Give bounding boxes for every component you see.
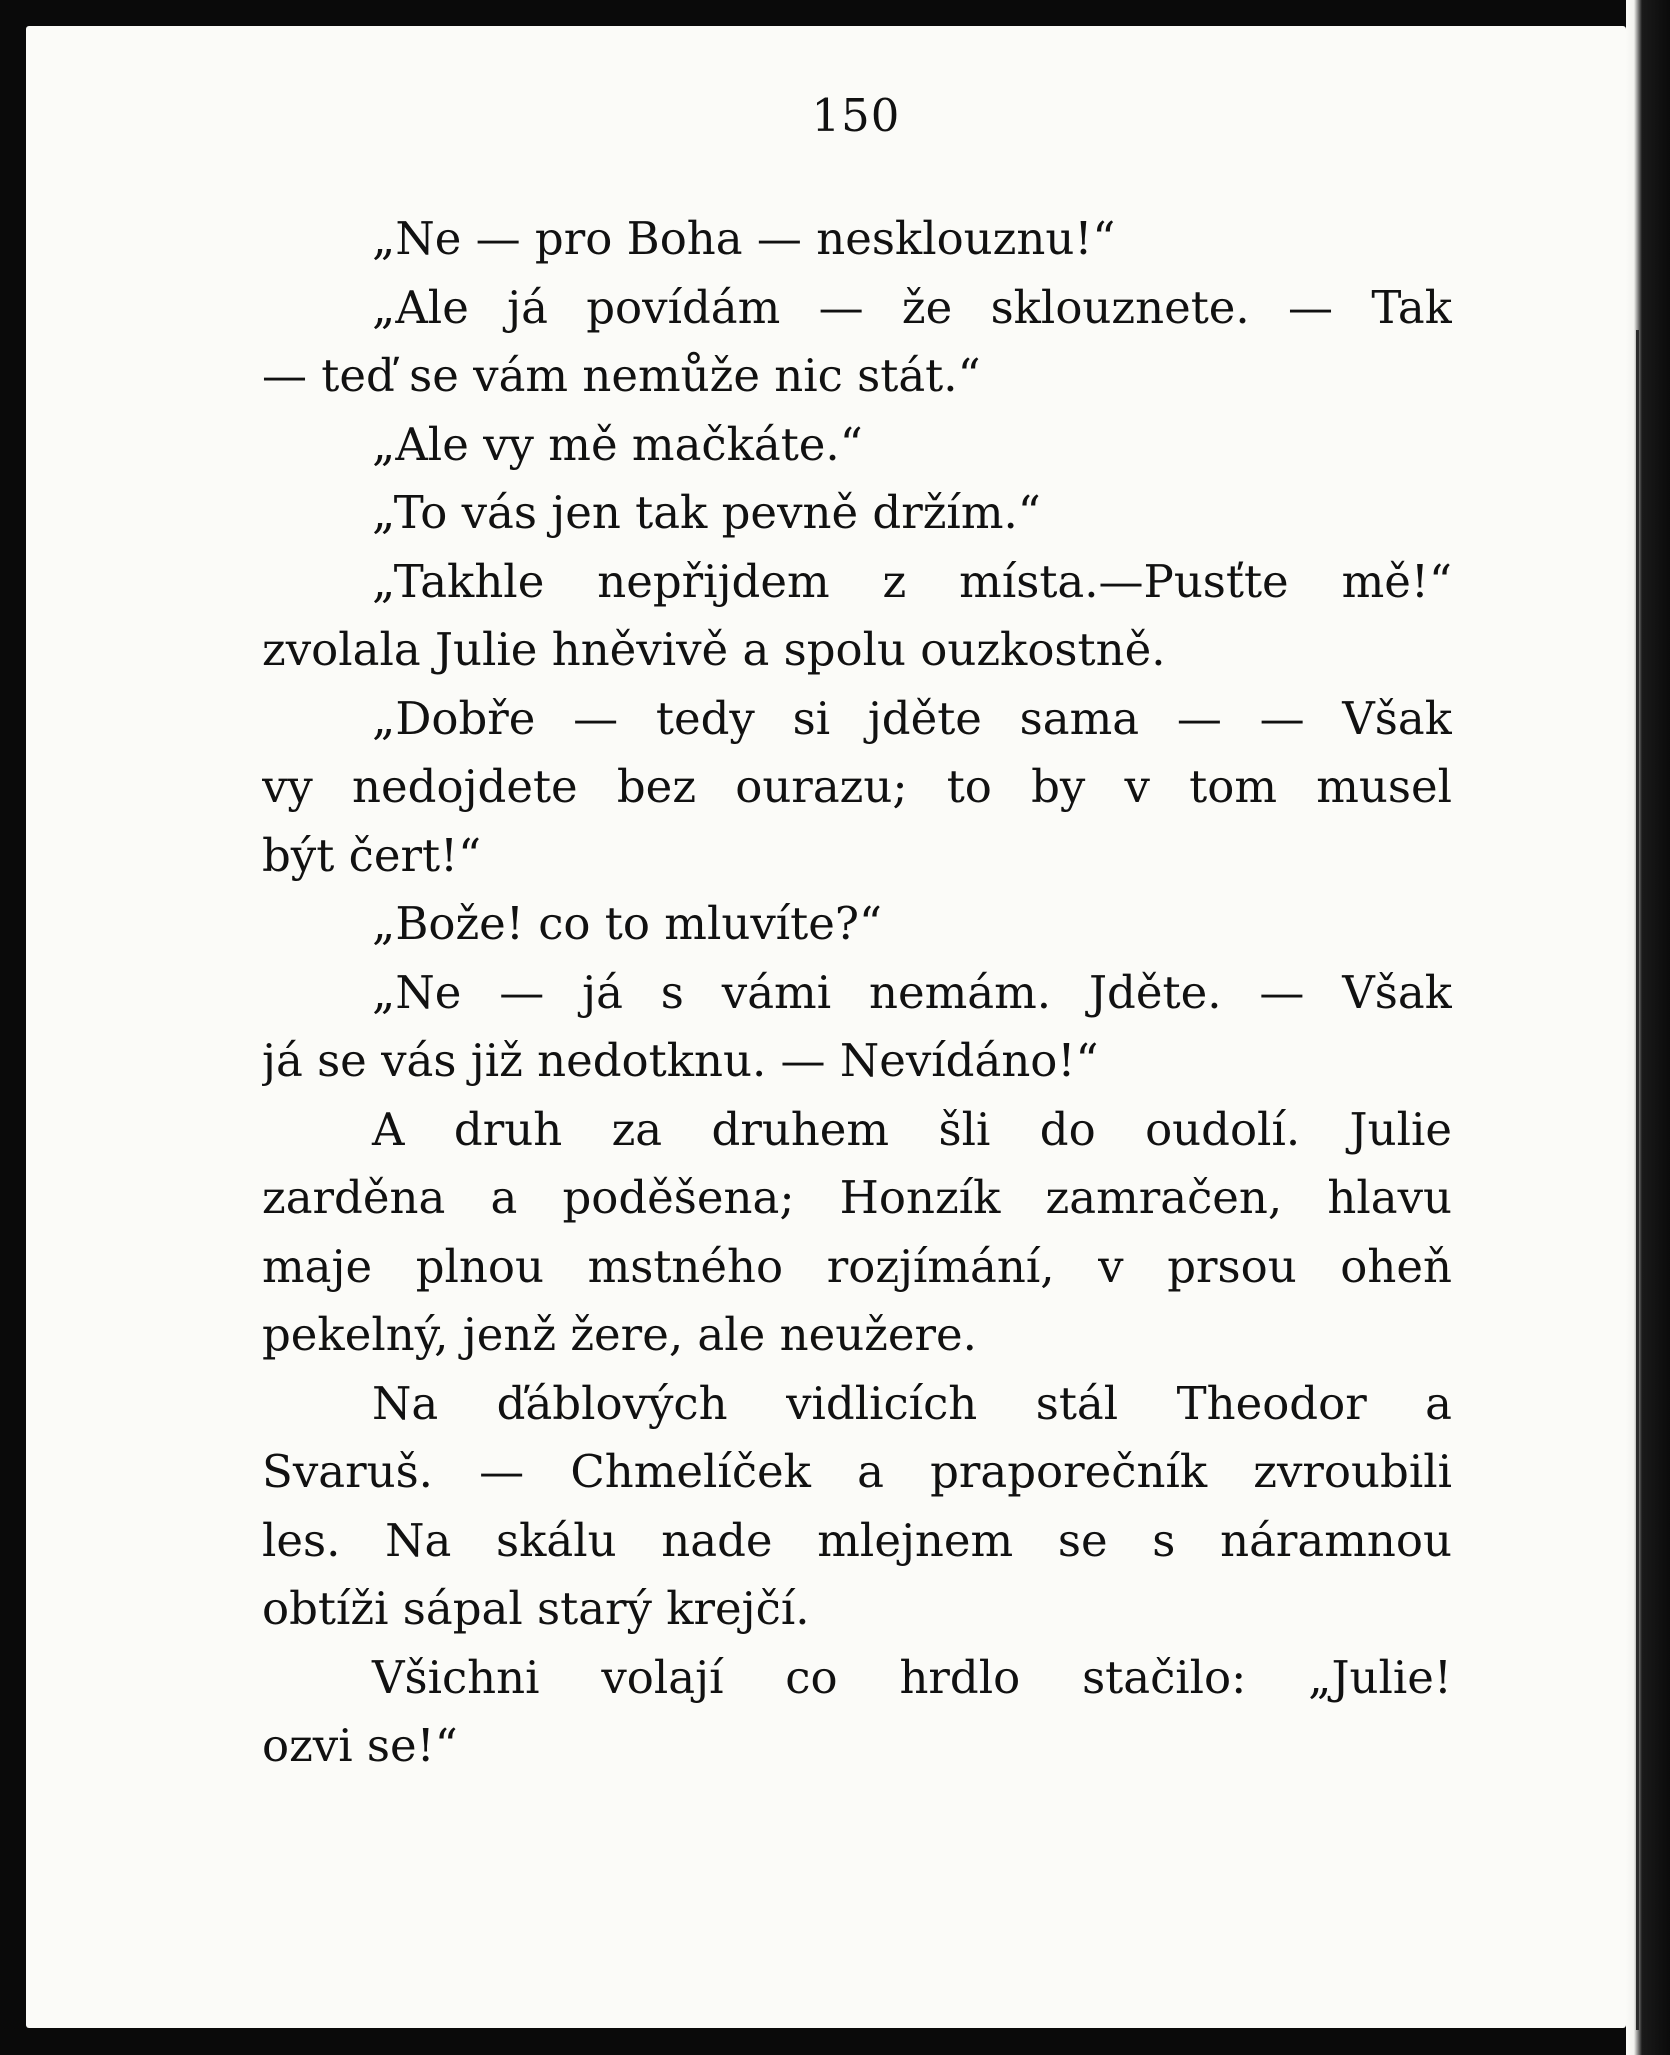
text-line: „Ale vy mě mačkáte.“: [372, 417, 863, 471]
text-line: Všichni volají co hrdlo stačilo: „Julie!: [372, 1650, 1452, 1704]
text-line: být čert!“: [262, 828, 482, 882]
text-line: — teď se vám nemůže nic stát.“: [262, 349, 981, 402]
page-number: 150: [811, 89, 901, 142]
text-line: A druh za druhem šli do oudolí. Julie: [372, 1102, 1452, 1156]
text-line: „Takhle nepřijdem z místa.—Pusťte mě!“: [372, 554, 1452, 608]
text-line: „Bože! co to mluvíte?“: [372, 897, 882, 950]
text-line: „To vás jen tak pevně držím.“: [372, 486, 1041, 539]
binding-edge: [1636, 330, 1647, 2030]
page-edge-shadow: [1626, 0, 1670, 2055]
text-line: Na ďáblových vidlicích stál Theodor a: [372, 1376, 1452, 1430]
text-line: obtíži sápal starý krejčí.: [262, 1582, 810, 1635]
text-line: já se vás již nedotknu. — Nevídáno!“: [262, 1034, 1099, 1087]
text-line: „Ne — pro Boha — nesklouznu!“: [372, 212, 1116, 265]
text-line: „Ne — já s vámi nemám. Jděte. — Však: [372, 965, 1452, 1019]
text-line: zarděna a poděšena; Honzík zamračen, hlavu: [262, 1171, 1452, 1224]
text-line: zvolala Julie hněvivě a spolu ouzkostně.: [262, 623, 1166, 676]
text-line: les. Na skálu nade mlejnem se s náramnou: [262, 1513, 1452, 1567]
text-line: „Ale já povídám — že sklouznete. — Tak: [372, 280, 1452, 334]
text-line: maje plnou mstného rozjímání, v prsou oheň: [262, 1239, 1452, 1293]
text-line: vy nedojdete bez ourazu; to by v tom musel: [262, 760, 1452, 813]
text-line: Svaruš. — Chmelíček a praporečník zvroubili: [262, 1445, 1452, 1498]
text-line: pekelný, jenž žere, ale neužere.: [262, 1308, 977, 1361]
text-line: „Dobře — tedy si jděte sama — — Však: [372, 691, 1452, 745]
body-text: [262, 205, 1452, 1781]
text-line: ozvi se!“: [262, 1719, 458, 1772]
